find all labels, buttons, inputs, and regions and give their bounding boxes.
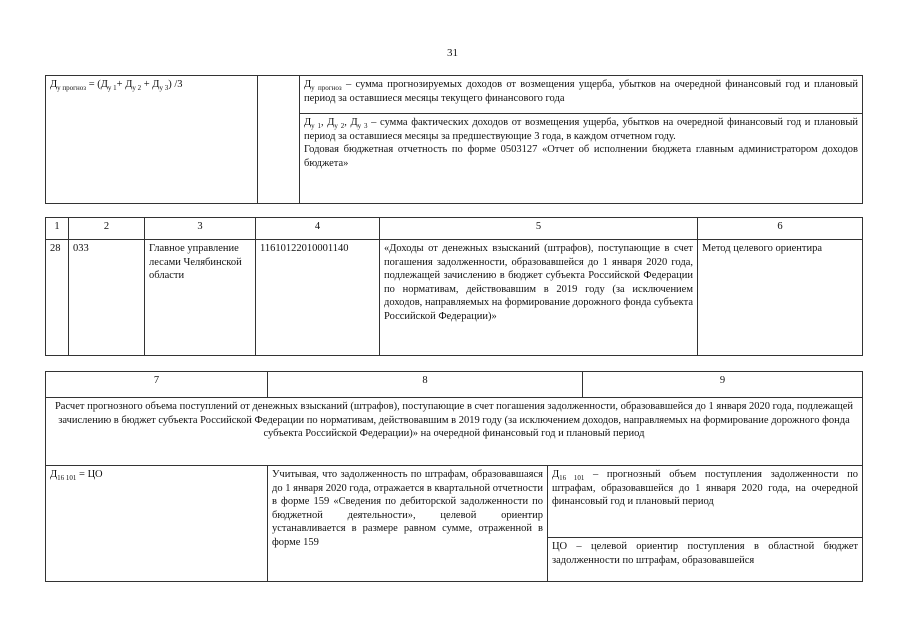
forecast-definition: $Д_{у прогноз}$ – сумма прогнозируемых доходов от возмещения ущерба, убытков на очередной финансовый год и плановый период за оставшиеся месяцы текущего финансового года xyxy=(300,76,863,114)
header-col-3: 3 xyxy=(145,218,256,240)
page-number: 31 xyxy=(447,47,458,59)
header-col-7: 7 xyxy=(46,372,268,398)
header-col-4: 4 xyxy=(256,218,380,240)
empty-cell xyxy=(258,76,300,204)
header-col-8: 8 xyxy=(268,372,583,398)
forecast-formula: $Д_{у прогноз} = (Д_{у 1}+ Д_{у 2} + Д_{у 3})$ /3 xyxy=(46,76,258,204)
header-col-9: 9 xyxy=(583,372,863,398)
header-col-2: 2 xyxy=(69,218,145,240)
income-name: «Доходы от денежных взысканий (штрафов), поступающие в счет погашения задолженности, образовавшейся до 1 января 2020 года, подлежащей зачислению в бюджет субъекта Российской Федерации по нормативам, действовавшим в 2019 году (за исключением доходов, направляемых на формирование дорожного фонда субъекта Российской Федерации)» xyxy=(380,240,698,356)
header-col-5: 5 xyxy=(380,218,698,240)
kbk-code: 11610122010001140 xyxy=(256,240,380,356)
target-explanation: Учитывая, что задолженность по штрафам, образовавшаяся до 1 января 2020 года, отражается в квартальной отчетности в форме 159 «Сведения по дебиторской задолженности по бюджетной деятельности», целевой ориентир устанавливается в размере равном сумме, отраженной в форме 159 xyxy=(268,466,548,582)
header-col-6: 6 xyxy=(698,218,863,240)
row-number: 28 xyxy=(46,240,69,356)
target-formula: $Д_{16 101}$ = ЦО xyxy=(46,466,268,582)
admin-name: Главное управление лесами Челябинской области xyxy=(145,240,256,356)
report-source: Годовая бюджетная отчетность по форме 0503127 «Отчет об исполнении бюджета главным администратором доходов бюджета» xyxy=(304,144,858,169)
calculation-method: Метод целевого ориентира xyxy=(698,240,863,356)
target-definition: ЦО – целевой ориентир поступления в областной бюджет задолженности по штрафам, образовавшейся xyxy=(548,538,863,582)
actual-income-definition: $Д_{у 1}$, $Д_{у 2}$, $Д_{у 3}$ – сумма фактических доходов от возмещения ущерба, убытков на очередной финансовый год и плановый период за оставшиеся месяцы за предшествующие 3 года, в каждом отчетном году. Годовая бюджетная отчетность по форме 0503127 «Отчет об исполнении бюджета главным администратором доходов бюджета» xyxy=(300,114,863,204)
calculation-table xyxy=(45,371,863,582)
admin-code: 033 xyxy=(69,240,145,356)
header-col-1: 1 xyxy=(46,218,69,240)
forecast-volume-definition: $Д_{16 101}$ – прогнозный объем поступления задолженности по штрафам, образовавшейся до 1 января 2020 года, на очередной финансовый год и плановый период xyxy=(548,466,863,538)
income-table xyxy=(45,217,863,356)
calculation-title: Расчет прогнозного объема поступлений от денежных взысканий (штрафов), поступающие в счет погашения задолженности, образовавшейся до 1 января 2020 года, подлежащей зачислению в бюджет субъекта Российской Федерации по нормативам, действовавшим в 2019 году (за исключением доходов, направляемых на формирование дорожного фонда субъекта Российской Федерации)» на очередной финансовый год и плановый период xyxy=(46,398,863,466)
formula-table-top xyxy=(45,75,863,204)
